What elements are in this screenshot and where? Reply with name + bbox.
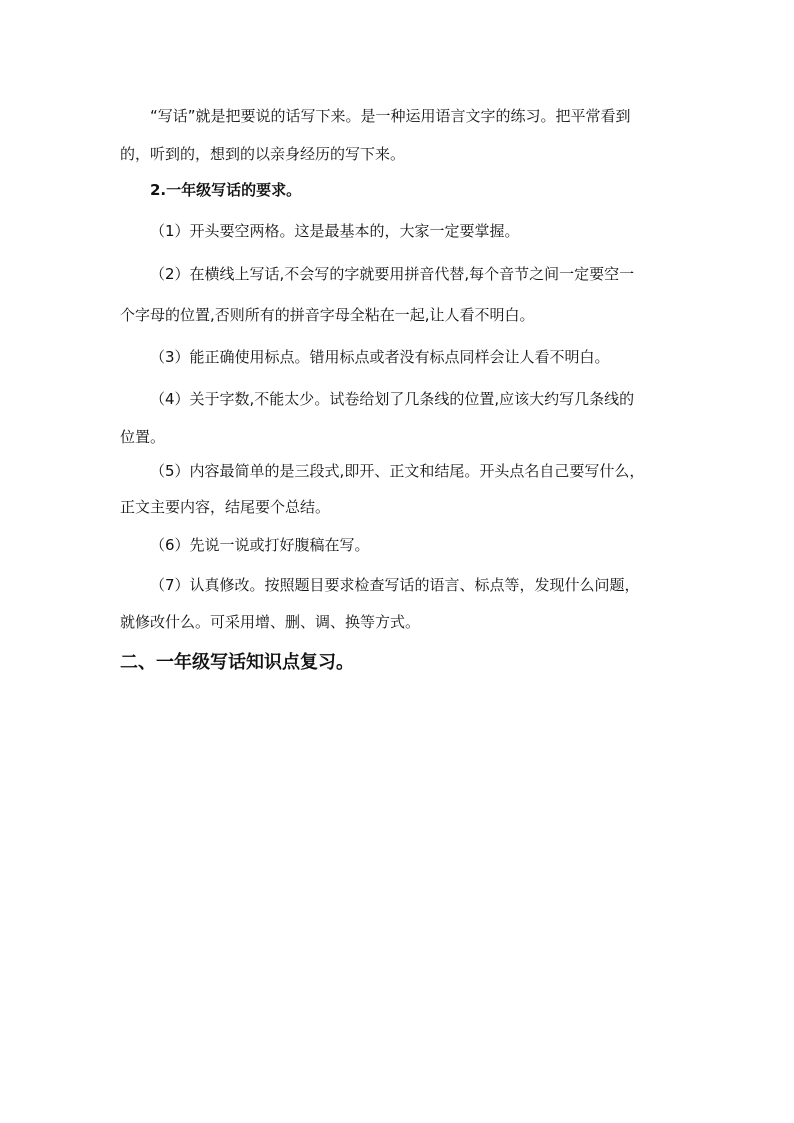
requirement-7-line-2: 就修改什么。可采用增、删、调、换等方式。: [120, 613, 421, 631]
requirement-7-line-1: （7）认真修改。按照题目要求检查写话的语言、标点等，发现什么问题，: [150, 576, 640, 594]
requirement-2-line-2: 个字母的位置,否则所有的拼音字母全粘在一起,让人看不明白。: [120, 306, 535, 324]
requirement-4-line-1: （4）关于字数,不能太少。试卷给划了几条线的位置,应该大约写几条线的: [150, 390, 635, 408]
part-heading: 二、一年级写话知识点复习。: [120, 652, 354, 673]
requirement-3: （3）能正确使用标点。错用标点或者没有标点同样会让人看不明白。: [150, 348, 610, 366]
requirement-5-line-2: 正文主要内容，结尾要个总结。: [120, 498, 331, 516]
requirement-2-line-1: （2）在横线上写话,不会写的字就要用拼音代替,每个音节之间一定要空一: [150, 265, 635, 283]
requirement-4-line-2: 位置。: [120, 428, 166, 446]
section-heading: 2.一年级写话的要求。: [150, 181, 302, 199]
intro-line-1: “写话”就是把要说的话写下来。是一种运用语言文字的练习。把平常看到: [150, 107, 631, 125]
intro-line-2: 的，听到的，想到的以亲身经历的写下来。: [120, 145, 406, 163]
requirement-1: （1）开头要空两格。这是最基本的，大家一定要掌握。: [150, 222, 520, 240]
requirement-6: （6）先说一说或打好腹稿在写。: [150, 536, 370, 554]
requirement-5-line-1: （5）内容最简单的是三段式,即开、正文和结尾。开头点名自己要写什么，: [150, 462, 645, 480]
